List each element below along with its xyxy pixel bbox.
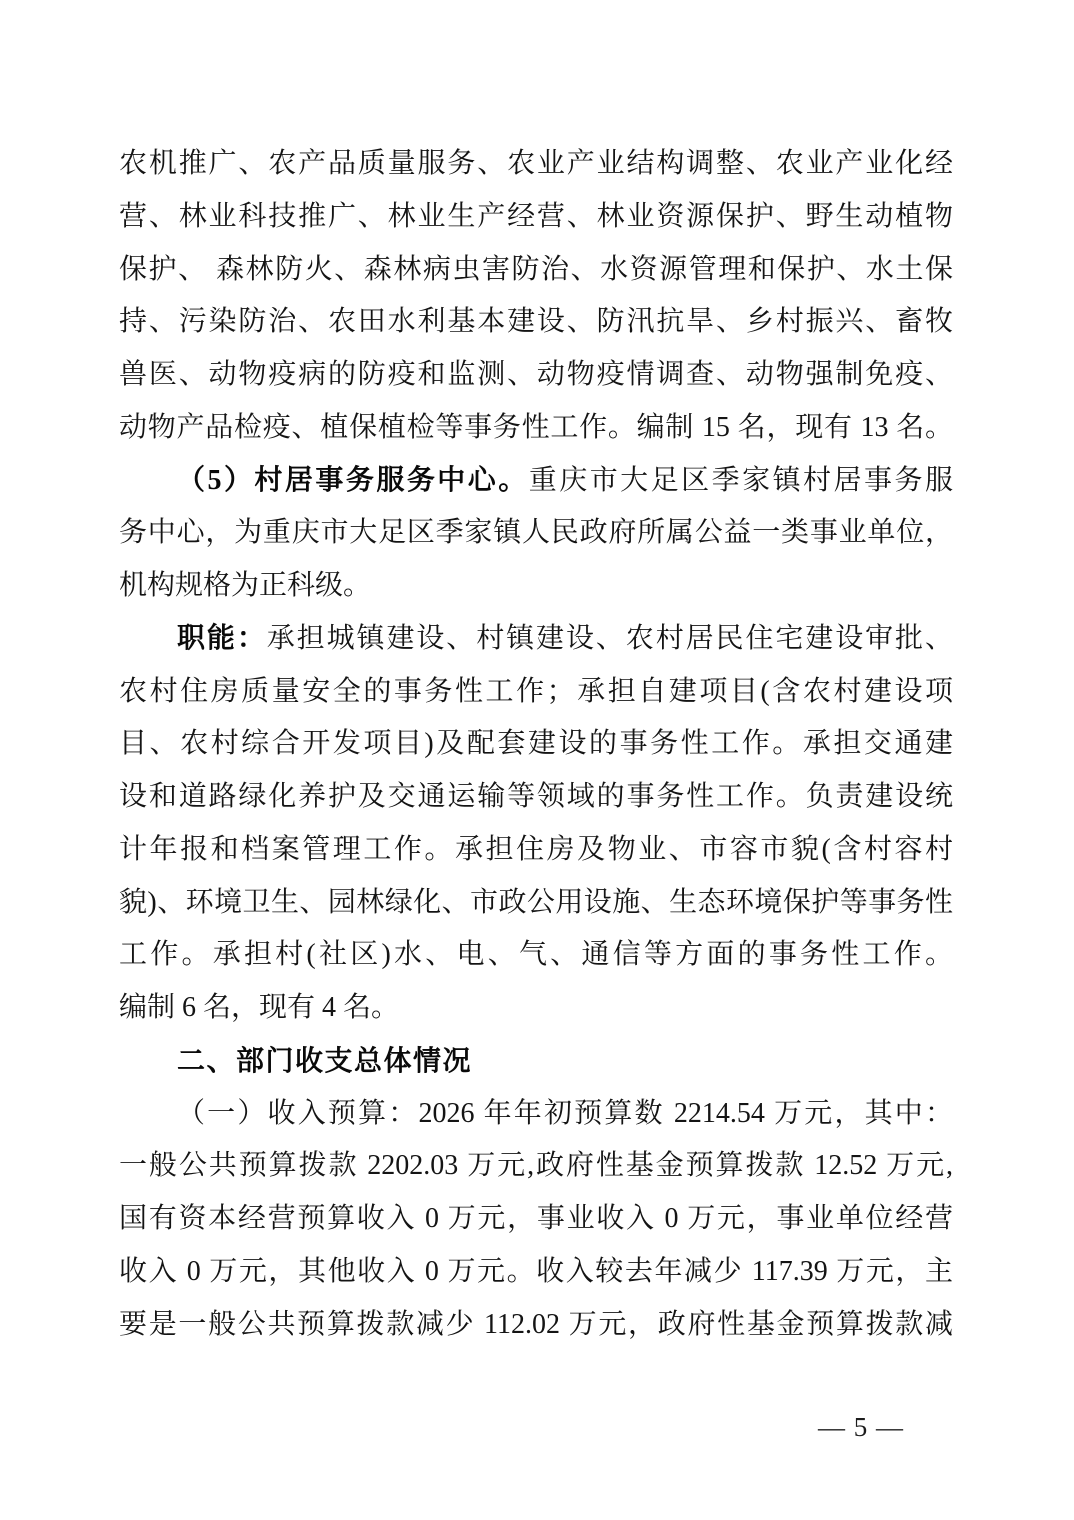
text-segment: 农机推广、农产品质量服务、农业产业结构调整、农业产业化经 xyxy=(119,148,953,179)
bold-text-segment: 职能： xyxy=(177,622,267,654)
text-line xyxy=(119,191,953,244)
text-segment: 营、林业科技推广、林业生产经营、林业资源保护、野生动植物 xyxy=(119,200,953,232)
bold-text-segment: （5）村居事务服务中心。 xyxy=(177,464,529,496)
text-line xyxy=(119,824,953,877)
text-segment: 计年报和档案管理工作。承担住房及物业、市容市貌(含村容村 xyxy=(119,833,953,865)
text-line xyxy=(119,507,953,560)
text-segment: 编制 6 名，现有 4 名。 xyxy=(119,992,400,1023)
text-segment: （一）收入预算：2026 年年初预算数 2214.54 万元，其中： xyxy=(177,1097,953,1129)
text-line xyxy=(119,771,953,824)
text-line xyxy=(119,349,953,402)
text-segment: 承担城镇建设、村镇建设、农村居民住宅建设审批、 xyxy=(266,622,953,654)
text-line xyxy=(119,296,953,349)
text-line xyxy=(119,666,953,719)
text-segment: 农村住房质量安全的事务性工作；承担自建项目(含农村建设项 xyxy=(119,675,953,707)
text-segment: 动物产品检疫、植保植检等事务性工作。编制 15 名，现有 13 名。 xyxy=(119,411,953,443)
text-line xyxy=(119,1140,953,1193)
text-line xyxy=(119,613,953,666)
text-line xyxy=(119,455,953,508)
text-segment: 工作。承担村(社区)水、电、气、通信等方面的事务性工作。 xyxy=(119,939,953,971)
text-segment: 保护、 森林防火、森林病虫害防治、水资源管理和保护、水土保 xyxy=(119,253,953,285)
text-line xyxy=(119,1299,953,1352)
text-segment: 重庆市大足区季家镇村居事务服 xyxy=(528,464,953,496)
text-segment: 兽医、动物疫病的防疫和监测、动物疫情调查、动物强制免疫、 xyxy=(119,359,953,390)
section-heading xyxy=(119,1035,953,1088)
text-segment: 机构规格为正科级。 xyxy=(119,570,372,601)
text-line xyxy=(119,138,953,191)
document-body xyxy=(119,138,953,1351)
text-segment: 持、污染防治、农田水利基本建设、防汛抗旱、乡村振兴、畜牧 xyxy=(119,306,953,338)
text-line xyxy=(119,560,953,613)
text-line xyxy=(119,402,953,455)
bold-text-segment: 二、部门收支总体情况 xyxy=(177,1044,473,1076)
page-number: — 5 — xyxy=(818,1412,904,1442)
text-segment: 务中心，为重庆市大足区季家镇人民政府所属公益一类事业单位， xyxy=(119,517,953,549)
text-segment: 目、农村综合开发项目)及配套建设的事务性工作。承担交通建 xyxy=(119,728,953,760)
text-line xyxy=(119,718,953,771)
text-segment: 要是一般公共预算拨款减少 112.02 万元，政府性基金预算拨款减 xyxy=(119,1308,953,1340)
text-line xyxy=(119,877,953,930)
text-segment: 一般公共预算拨款 2202.03 万元,政府性基金预算拨款 12.52 万元, xyxy=(119,1150,953,1182)
text-line xyxy=(119,1193,953,1246)
text-line xyxy=(119,1088,953,1141)
text-segment: 收入 0 万元，其他收入 0 万元。收入较去年减少 117.39 万元，主 xyxy=(119,1255,953,1287)
text-segment: 国有资本经营预算收入 0 万元，事业收入 0 万元，事业单位经营 xyxy=(119,1203,953,1234)
text-line xyxy=(119,1246,953,1299)
text-line xyxy=(119,929,953,982)
text-segment: 貌)、环境卫生、园林绿化、市政公用设施、生态环境保护等事务性 xyxy=(119,886,953,918)
text-segment: 设和道路绿化养护及交通运输等领域的事务性工作。负责建设统 xyxy=(119,781,953,812)
text-line xyxy=(119,244,953,297)
text-line xyxy=(119,982,953,1035)
